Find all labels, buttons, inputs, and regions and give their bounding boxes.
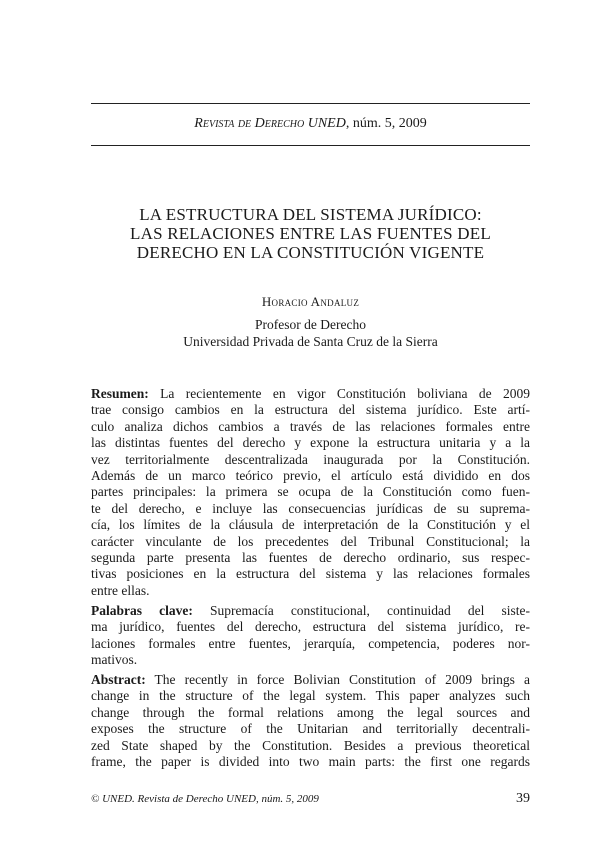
- author-affiliation: [91, 316, 530, 350]
- keywords-label: Palabras clave:: [91, 603, 193, 618]
- resumen-line: tivas posiciones en la estructura del sistema y las relaciones formales: [91, 566, 530, 582]
- journal-name: Revista de Derecho UNED: [194, 116, 346, 131]
- header-top-rule: [91, 103, 530, 104]
- resumen-line: partes principales: la primera se ocupa de la Constitución como fuen-: [91, 484, 530, 500]
- author-position: Profesor de Derecho: [255, 317, 366, 332]
- title-line: DERECHO EN LA CONSTITUCIÓN VIGENTE: [136, 243, 485, 262]
- resumen-label: Resumen:: [91, 386, 149, 401]
- keywords-line: Palabras clave: Supremacía constitucional, continuidad del siste-: [91, 603, 531, 618]
- keywords-line: ma jurídico, fuentes del derecho, estructura del sistema jurídico, re-: [91, 619, 530, 635]
- abstract-paragraph: [91, 672, 530, 770]
- title-line: LA ESTRUCTURA DEL SISTEMA JURÍDICO:: [139, 205, 482, 224]
- keywords-line: laciones formales entre fuentes, jerarquía, competencia, poderes nor-: [91, 635, 530, 651]
- resumen-line: las distintas fuentes del derecho y expone la estructura unitaria y a la: [91, 435, 530, 451]
- article-title: [91, 205, 530, 262]
- resumen-line: Además de un marco teórico previo, el artículo está dividido en dos: [91, 468, 530, 484]
- author-name: Horacio Andaluz: [261, 294, 360, 309]
- resumen-line: vez territorialmente descentralizada inaugurada por la Constitución.: [91, 451, 530, 467]
- keywords-paragraph: [91, 603, 530, 669]
- resumen-line: segunda parte presenta las fuentes de derecho ordinario, sus respec-: [91, 550, 530, 566]
- keywords-line: mativos.: [91, 652, 138, 668]
- author-institution: Universidad Privada de Santa Cruz de la Sierra: [183, 334, 438, 349]
- footer-copyright: © UNED. Revista de Derecho UNED, núm. 5, 2009: [91, 793, 319, 805]
- resumen-line: carácter vinculante de los precedentes del Tribunal Constitucional; la: [91, 533, 530, 549]
- abstract-line: Abstract: The recently in force Bolivian Constitution of 2009 brings a: [91, 672, 530, 687]
- journal-issue: , núm. 5, 2009: [345, 116, 427, 131]
- page-footer: [91, 793, 530, 805]
- resumen-line: Resumen: La recientemente en vigor Constitución boliviana de 2009: [91, 386, 530, 401]
- title-line: LAS RELACIONES ENTRE LAS FUENTES DEL: [130, 224, 491, 243]
- header-bottom-rule: [91, 145, 530, 146]
- page-number: 39: [516, 791, 530, 806]
- abstract-line: change in the structure of the legal system. This paper analyzes such: [91, 688, 530, 704]
- resumen-paragraph: [91, 386, 530, 599]
- abstract-line: change through the formal relations among the legal sources and: [91, 704, 530, 720]
- resumen-line: culo analiza dichos cambios a través de las relaciones formales entre: [91, 418, 530, 434]
- resumen-line: te del derecho, e incluye las consecuencias jurídicas de su suprema-: [91, 500, 530, 516]
- resumen-line: entre ellas.: [91, 582, 150, 598]
- abstract-line: frame, the paper is divided into two main parts: the first one regards: [91, 754, 530, 770]
- abstract-label: Abstract:: [91, 672, 146, 687]
- resumen-line: cía, los límites de la cláusula de interpretación de la Constitución y el: [91, 517, 530, 533]
- abstract-line: exposes the structure of the Unitarian and territorially decentrali-: [91, 721, 530, 737]
- abstract-line: zed State shaped by the Constitution. Besides a previous theoretical: [91, 737, 530, 753]
- journal-header: [91, 116, 530, 132]
- resumen-line: trae consigo cambios en la estructura del sistema jurídico. Este artí-: [91, 402, 530, 418]
